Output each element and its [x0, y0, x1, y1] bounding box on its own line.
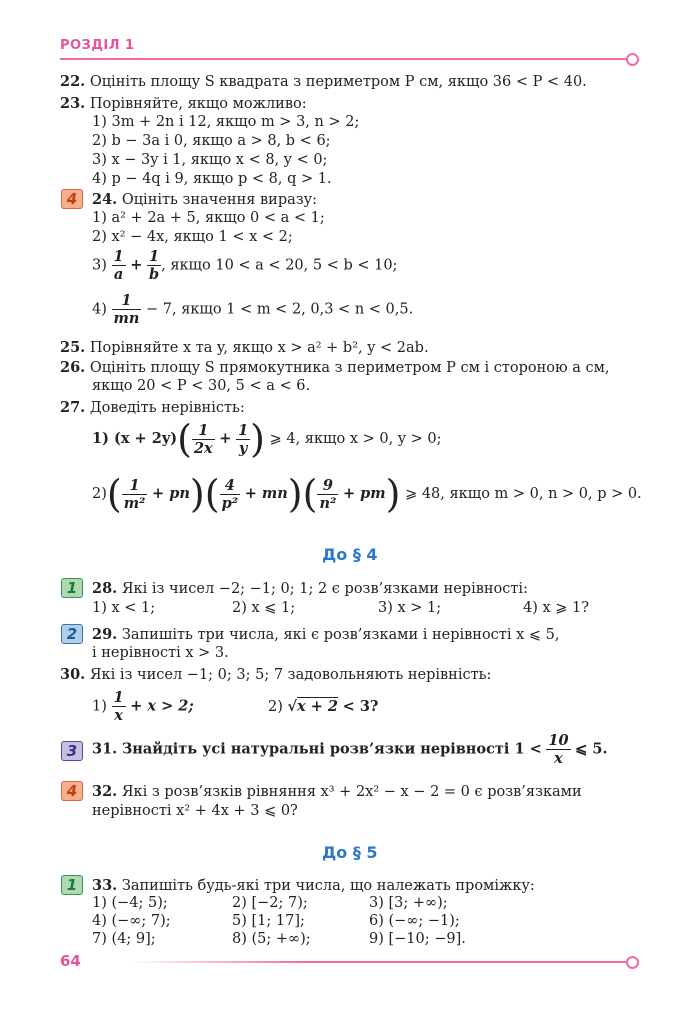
problem-text: Які з розв’язків рівняння x³ + 2x² − x − 2 = 0 є розв’язками	[121, 784, 582, 800]
problem-text-cont: нерівності x² + 4x + 3 ⩽ 0?	[92, 803, 298, 819]
problem-28	[92, 579, 528, 599]
header-rule	[60, 58, 630, 60]
list-item: 4) p − 4q і 9, якщо p < 8, q > 1.	[92, 171, 332, 187]
problem-22	[60, 72, 587, 92]
problem-33	[92, 876, 535, 896]
footer-rule-end-icon	[626, 956, 639, 969]
problem-text: Запишіть три числа, які є розв’язками і нерівності x ⩽ 5,	[121, 627, 560, 643]
problem-text-cont: якщо 20 < P < 30, 5 < a < 6.	[92, 378, 311, 394]
fraction: $\frac{1}{mn}$	[113, 292, 140, 327]
problem-text: Порівняйте, якщо можливо:	[89, 96, 307, 112]
list-item: 3) [3; +∞);	[369, 895, 448, 911]
header-rule-end-icon	[626, 53, 639, 66]
list-item-fraction: 3) $\frac{1}{a}$ + $\frac{1}{b}$ , якщо 10 < a < 20, 5 < b < 10;	[92, 248, 398, 283]
problem-text: Знайдіть усі натуральні розв’язки нерівності 1 <	[121, 740, 542, 758]
fraction: $\frac{1}{2x}$	[193, 421, 213, 457]
list-item: 2) b − 3a і 0, якщо a > 8, b < 6;	[92, 133, 331, 149]
problem-text: Які із чисел −1; 0; 3; 5; 7 задовольняють нерівність:	[89, 667, 492, 683]
fraction: $\frac{1}{b}$	[148, 248, 160, 283]
problem-text: Порівняйте x та y, якщо x > a² + b², y < 2ab.	[89, 340, 429, 356]
list-item-radical: 2) √x + 2 < 3?	[268, 698, 379, 715]
level-2-icon: 2	[61, 624, 83, 644]
problem-24	[92, 190, 317, 210]
fraction: $\frac{9}{\text{n²}}$	[319, 476, 337, 512]
problem-number: 29.	[92, 626, 118, 643]
fraction: $\frac{1}{x}$	[113, 689, 124, 724]
list-item: 3) x − 3y і 1, якщо x < 8, y < 0;	[92, 152, 328, 168]
problem-text-cont: і нерівності x > 3.	[92, 645, 229, 661]
problem-text: Оцініть значення виразу:	[121, 192, 318, 208]
problem-31: 31. Знайдіть усі натуральні розв’язки нерівності 1 < $\frac{10}{x}$ ⩽ 5.	[92, 732, 608, 767]
problem-text: Які із чисел −2; −1; 0; 1; 2 є розв’язками нерівності:	[121, 581, 528, 597]
list-item-fraction: 1) $\frac{1}{x}$ + x > 2;	[92, 689, 194, 724]
fraction: $\frac{4}{\text{p²}}$	[221, 476, 239, 512]
list-item: 1) (−4; 5);	[92, 895, 168, 911]
problem-23	[60, 94, 307, 114]
problem-25	[60, 338, 429, 358]
problem-number: 28.	[92, 580, 118, 597]
problem-number: 30.	[60, 666, 86, 683]
list-item: 2) x² − 4x, якщо 1 < x < 2;	[92, 229, 293, 245]
list-item: 1) a² + 2a + 5, якщо 0 < a < 1;	[92, 210, 325, 226]
level-4-icon: 4	[61, 781, 83, 801]
list-item: 3) x > 1;	[378, 600, 442, 616]
list-item: 1) x < 1;	[92, 600, 156, 616]
problem-number: 23.	[60, 95, 86, 112]
section-heading: До § 5	[322, 843, 378, 862]
problem-29	[92, 625, 559, 645]
list-item: 1) 3m + 2n і 12, якщо m > 3, n > 2;	[92, 114, 360, 130]
list-item-fraction: 4) $\frac{1}{mn}$ − 7, якщо 1 < m < 2, 0,3 < n < 0,5.	[92, 292, 414, 327]
level-3-icon: 3	[61, 741, 83, 761]
problem-text: Оцініть площу S прямокутника з периметром P см і стороною a см,	[89, 360, 610, 376]
list-item-fraction: 2)( $\frac{1}{\text{m²}}$ + pn)( $\frac{4}{\text{p²}}$ + mn)( $\frac{9}{\text{n²}}$ + pm) ⩾ 48, якщо m > 0, n > 0, p > 0.	[92, 472, 642, 516]
fraction: $\frac{10}{x}$	[548, 732, 569, 767]
problem-number: 32.	[92, 783, 118, 800]
problem-number: 25.	[60, 339, 86, 356]
section-heading: До § 4	[322, 545, 378, 564]
radical: √x + 2	[287, 698, 339, 715]
list-item: 4) x ⩾ 1?	[523, 600, 590, 616]
problem-number: 31.	[92, 740, 118, 758]
problem-number: 27.	[60, 399, 86, 416]
list-item: 5) [1; 17];	[232, 913, 305, 929]
list-item: 8) (5; +∞);	[232, 931, 311, 947]
problem-30	[60, 665, 491, 685]
fraction: $\frac{1}{y}$	[238, 421, 249, 457]
problem-text: Доведіть нерівність:	[89, 400, 245, 416]
problem-number: 26.	[60, 359, 86, 376]
list-item-fraction: 1) (x + 2y)( $\frac{1}{2x}$ + $\frac{1}{y}$ ) ⩾ 4, якщо x > 0, y > 0;	[92, 417, 442, 461]
fraction: $\frac{1}{a}$	[113, 248, 124, 283]
footer-rule	[130, 961, 630, 963]
problem-32	[92, 782, 582, 802]
problem-text: Запишіть будь-які три числа, що належать проміжку:	[121, 878, 535, 894]
level-1-icon: 1	[61, 875, 83, 895]
section-title: РОЗДІЛ 1	[60, 38, 135, 53]
page-number: 64	[60, 952, 81, 970]
problem-26	[60, 358, 610, 378]
list-item: 6) (−∞; −1);	[369, 913, 460, 929]
level-1-icon: 1	[61, 578, 83, 598]
list-item: 7) (4; 9];	[92, 931, 156, 947]
list-item: 4) (−∞; 7);	[92, 913, 171, 929]
fraction: $\frac{1}{\text{m²}}$	[123, 476, 146, 512]
problem-text: Оцініть площу S квадрата з периметром P см, якщо 36 < P < 40.	[89, 74, 587, 90]
problem-number: 24.	[92, 191, 118, 208]
problem-number: 33.	[92, 877, 118, 894]
problem-27	[60, 398, 245, 418]
list-item: 2) x ⩽ 1;	[232, 600, 296, 616]
list-item: 9) [−10; −9].	[369, 931, 466, 947]
level-4-icon: 4	[61, 189, 83, 209]
list-item: 2) [−2; 7);	[232, 895, 308, 911]
problem-number: 22.	[60, 73, 86, 90]
